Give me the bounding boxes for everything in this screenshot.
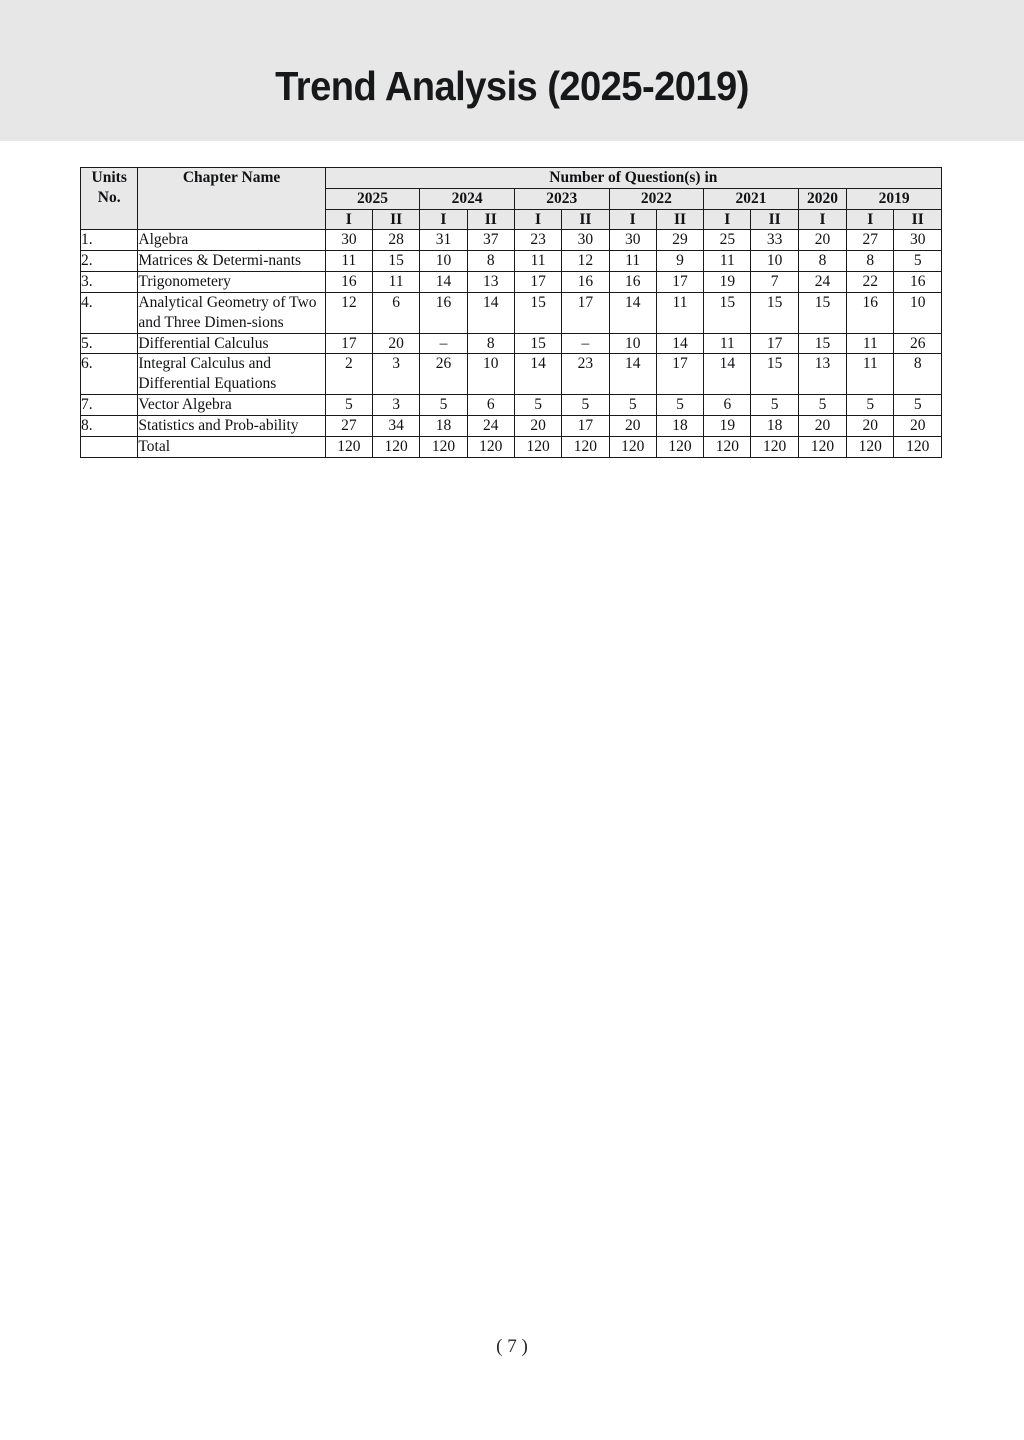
cell-2025-I: 12 xyxy=(325,292,372,333)
cell-2024-II: 37 xyxy=(467,230,514,251)
row-unit-number: 5. xyxy=(81,333,138,354)
header-paper-label: I xyxy=(535,210,542,228)
cell-2019-I: 20 xyxy=(847,415,894,436)
header-paper-2024-I xyxy=(420,209,467,230)
cell-2023-I: 15 xyxy=(514,292,561,333)
cell-2024-II: 8 xyxy=(467,251,514,272)
cell-2021-I: 14 xyxy=(704,354,751,395)
cell-2022-II: 14 xyxy=(656,333,703,354)
cell-2024-I: 10 xyxy=(420,251,467,272)
cell-2021-I: 11 xyxy=(704,333,751,354)
total-label: Total xyxy=(138,436,325,457)
total-2023-I: 120 xyxy=(514,436,561,457)
cell-2021-II: 7 xyxy=(751,272,798,293)
cell-2022-II: 9 xyxy=(656,251,703,272)
header-paper-label: II xyxy=(768,210,781,228)
cell-2019-II: 16 xyxy=(894,272,942,293)
table-row xyxy=(81,251,942,272)
header-year-2023 xyxy=(514,188,609,209)
cell-2022-II: 18 xyxy=(656,415,703,436)
cell-2021-II: 10 xyxy=(751,251,798,272)
header-paper-label: II xyxy=(911,210,924,228)
page-number: ( 7 ) xyxy=(496,1336,528,1357)
cell-2025-II: 6 xyxy=(372,292,419,333)
cell-2025-I: 11 xyxy=(325,251,372,272)
cell-2020-I: 15 xyxy=(798,292,846,333)
header-year-2022-label: 2022 xyxy=(640,189,672,207)
row-chapter-name: Matrices & Determi-nants xyxy=(138,251,325,272)
cell-2021-I: 19 xyxy=(704,415,751,436)
cell-2025-II: 20 xyxy=(372,333,419,354)
cell-2021-I: 6 xyxy=(704,395,751,416)
table-header xyxy=(81,168,942,230)
total-2019-I: 120 xyxy=(847,436,894,457)
header-paper-label: II xyxy=(579,210,592,228)
row-chapter-name: Trigonometery xyxy=(138,272,325,293)
cell-2024-I: 16 xyxy=(420,292,467,333)
cell-2019-II: 5 xyxy=(894,251,942,272)
row-unit-number: 3. xyxy=(81,272,138,293)
total-2024-I: 120 xyxy=(420,436,467,457)
total-2021-I: 120 xyxy=(704,436,751,457)
cell-2023-II: 30 xyxy=(562,230,609,251)
trend-analysis-table-container xyxy=(80,167,942,458)
header-paper-2021-I xyxy=(704,209,751,230)
header-paper-label: I xyxy=(629,210,636,228)
header-paper-2020-I xyxy=(798,209,846,230)
cell-2019-I: 11 xyxy=(847,354,894,395)
cell-2021-II: 33 xyxy=(751,230,798,251)
row-chapter-name: Integral Calculus and Differential Equations xyxy=(138,354,325,395)
cell-2023-I: 11 xyxy=(514,251,561,272)
total-2025-I: 120 xyxy=(325,436,372,457)
table-row xyxy=(81,230,942,251)
cell-2020-I: 8 xyxy=(798,251,846,272)
table-row xyxy=(81,354,942,395)
header-year-2023-label: 2023 xyxy=(546,189,578,207)
cell-2020-I: 13 xyxy=(798,354,846,395)
trend-analysis-table xyxy=(80,167,942,458)
header-paper-2023-I xyxy=(514,209,561,230)
cell-2025-I: 16 xyxy=(325,272,372,293)
header-paper-2021-II xyxy=(751,209,798,230)
cell-2024-II: 8 xyxy=(467,333,514,354)
cell-2019-II: 10 xyxy=(894,292,942,333)
cell-2020-I: 24 xyxy=(798,272,846,293)
cell-2019-I: 16 xyxy=(847,292,894,333)
header-paper-2022-I xyxy=(609,209,656,230)
header-year-2022 xyxy=(609,188,704,209)
cell-2022-II: 29 xyxy=(656,230,703,251)
table-row xyxy=(81,292,942,333)
table-row xyxy=(81,333,942,354)
total-2022-I: 120 xyxy=(609,436,656,457)
cell-2019-II: 30 xyxy=(894,230,942,251)
row-unit-number: 8. xyxy=(81,415,138,436)
header-year-2019 xyxy=(847,188,942,209)
header-paper-label: II xyxy=(484,210,497,228)
header-units-no xyxy=(81,168,138,230)
header-number-of-questions xyxy=(325,168,941,189)
header-paper-2025-I xyxy=(325,209,372,230)
cell-2022-II: 11 xyxy=(656,292,703,333)
cell-2025-II: 3 xyxy=(372,354,419,395)
header-paper-label: I xyxy=(440,210,447,228)
cell-2025-II: 3 xyxy=(372,395,419,416)
header-paper-2024-II xyxy=(467,209,514,230)
cell-2019-II: 26 xyxy=(894,333,942,354)
cell-2020-I: 5 xyxy=(798,395,846,416)
cell-2019-I: 5 xyxy=(847,395,894,416)
cell-2023-I: 17 xyxy=(514,272,561,293)
cell-2022-I: 10 xyxy=(609,333,656,354)
cell-2023-II: 16 xyxy=(562,272,609,293)
header-year-2020-label: 2020 xyxy=(806,189,838,207)
cell-2025-II: 28 xyxy=(372,230,419,251)
cell-2025-II: 15 xyxy=(372,251,419,272)
header-paper-2022-II xyxy=(656,209,703,230)
row-chapter-name: Vector Algebra xyxy=(138,395,325,416)
cell-2019-I: 11 xyxy=(847,333,894,354)
cell-2021-II: 17 xyxy=(751,333,798,354)
cell-2023-II: 12 xyxy=(562,251,609,272)
cell-2022-I: 20 xyxy=(609,415,656,436)
cell-2023-I: 20 xyxy=(514,415,561,436)
cell-2025-I: 17 xyxy=(325,333,372,354)
cell-2021-II: 5 xyxy=(751,395,798,416)
cell-2025-I: 27 xyxy=(325,415,372,436)
total-2022-II: 120 xyxy=(656,436,703,457)
cell-2019-I: 8 xyxy=(847,251,894,272)
row-chapter-name: Algebra xyxy=(138,230,325,251)
header-year-2019-label: 2019 xyxy=(878,189,910,207)
total-2025-II: 120 xyxy=(372,436,419,457)
cell-2019-II: 20 xyxy=(894,415,942,436)
row-unit-number: 2. xyxy=(81,251,138,272)
header-row-top xyxy=(81,168,942,189)
table-body xyxy=(81,230,942,457)
cell-2025-II: 11 xyxy=(372,272,419,293)
cell-2023-I: 23 xyxy=(514,230,561,251)
table-row xyxy=(81,415,942,436)
cell-2024-I: 26 xyxy=(420,354,467,395)
total-2023-II: 120 xyxy=(562,436,609,457)
header-paper-label: II xyxy=(673,210,687,228)
cell-2025-I: 5 xyxy=(325,395,372,416)
cell-2024-I: 5 xyxy=(420,395,467,416)
cell-2019-II: 5 xyxy=(894,395,942,416)
header-year-2021 xyxy=(704,188,799,209)
row-chapter-name: Analytical Geometry of Two and Three Dimen-sions xyxy=(138,292,325,333)
cell-2024-I: 18 xyxy=(420,415,467,436)
table-row xyxy=(81,395,942,416)
cell-2025-I: 30 xyxy=(325,230,372,251)
cell-2024-II: 6 xyxy=(467,395,514,416)
cell-2021-I: 25 xyxy=(704,230,751,251)
cell-2022-I: 14 xyxy=(609,354,656,395)
cell-2020-I: 15 xyxy=(798,333,846,354)
cell-2022-II: 17 xyxy=(656,354,703,395)
cell-2021-I: 15 xyxy=(704,292,751,333)
cell-2025-I: 2 xyxy=(325,354,372,395)
cell-2022-II: 5 xyxy=(656,395,703,416)
cell-2021-II: 15 xyxy=(751,354,798,395)
cell-2019-I: 22 xyxy=(847,272,894,293)
header-paper-label: I xyxy=(345,210,352,228)
header-paper-label: I xyxy=(867,210,874,228)
cell-2024-II: 14 xyxy=(467,292,514,333)
header-paper-2019-I xyxy=(847,209,894,230)
header-year-2025-label: 2025 xyxy=(356,189,388,207)
cell-2024-I: 14 xyxy=(420,272,467,293)
header-year-2021-label: 2021 xyxy=(735,189,767,207)
cell-2024-I: 31 xyxy=(420,230,467,251)
table-row-total xyxy=(81,436,942,457)
header-year-2025 xyxy=(325,188,420,209)
cell-2024-II: 24 xyxy=(467,415,514,436)
header-paper-label: I xyxy=(819,210,826,228)
cell-2024-I: – xyxy=(420,333,467,354)
cell-2023-I: 5 xyxy=(514,395,561,416)
cell-2022-I: 11 xyxy=(609,251,656,272)
row-chapter-name: Differential Calculus xyxy=(138,333,325,354)
cell-2022-I: 14 xyxy=(609,292,656,333)
header-paper-2023-II xyxy=(562,209,609,230)
header-chapter-name xyxy=(138,168,325,230)
row-chapter-name: Statistics and Prob-ability xyxy=(138,415,325,436)
cell-2021-II: 15 xyxy=(751,292,798,333)
page-banner xyxy=(0,0,1024,141)
header-paper-2025-II xyxy=(372,209,419,230)
cell-2023-II: 5 xyxy=(562,395,609,416)
header-paper-label: II xyxy=(390,210,403,228)
header-number-of-questions-label: Number of Question(s) in xyxy=(549,169,718,186)
row-unit-number: 6. xyxy=(81,354,138,395)
cell-2019-I: 27 xyxy=(847,230,894,251)
cell-2023-II: 17 xyxy=(562,292,609,333)
cell-2022-I: 16 xyxy=(609,272,656,293)
row-unit-number: 4. xyxy=(81,292,138,333)
total-2024-II: 120 xyxy=(467,436,514,457)
cell-2021-II: 18 xyxy=(751,415,798,436)
cell-2022-I: 5 xyxy=(609,395,656,416)
total-2019-II: 120 xyxy=(894,436,942,457)
table-row xyxy=(81,272,942,293)
header-chapter-name-label: Chapter Name xyxy=(182,169,281,186)
header-units-no-label: Units No. xyxy=(91,169,127,206)
total-2021-II: 120 xyxy=(751,436,798,457)
cell-2020-I: 20 xyxy=(798,230,846,251)
cell-2021-I: 19 xyxy=(704,272,751,293)
cell-2025-II: 34 xyxy=(372,415,419,436)
cell-2023-II: 17 xyxy=(562,415,609,436)
header-paper-2019-II xyxy=(894,209,942,230)
cell-2023-I: 14 xyxy=(514,354,561,395)
header-year-2024 xyxy=(420,188,515,209)
cell-2023-II: – xyxy=(562,333,609,354)
cell-2024-II: 10 xyxy=(467,354,514,395)
total-2020-I: 120 xyxy=(798,436,846,457)
cell-2020-I: 20 xyxy=(798,415,846,436)
cell-2019-II: 8 xyxy=(894,354,942,395)
row-unit-number: 7. xyxy=(81,395,138,416)
cell-2022-II: 17 xyxy=(656,272,703,293)
row-unit-number: 1. xyxy=(81,230,138,251)
cell-2021-I: 11 xyxy=(704,251,751,272)
page-title: Trend Analysis (2025-2019) xyxy=(275,63,749,109)
cell-2022-I: 30 xyxy=(609,230,656,251)
cell-2023-II: 23 xyxy=(562,354,609,395)
header-paper-label: I xyxy=(724,210,731,228)
header-year-2024-label: 2024 xyxy=(451,189,483,207)
cell-2023-I: 15 xyxy=(514,333,561,354)
total-unit-number xyxy=(81,436,138,457)
header-year-2020 xyxy=(798,188,846,209)
cell-2024-II: 13 xyxy=(467,272,514,293)
